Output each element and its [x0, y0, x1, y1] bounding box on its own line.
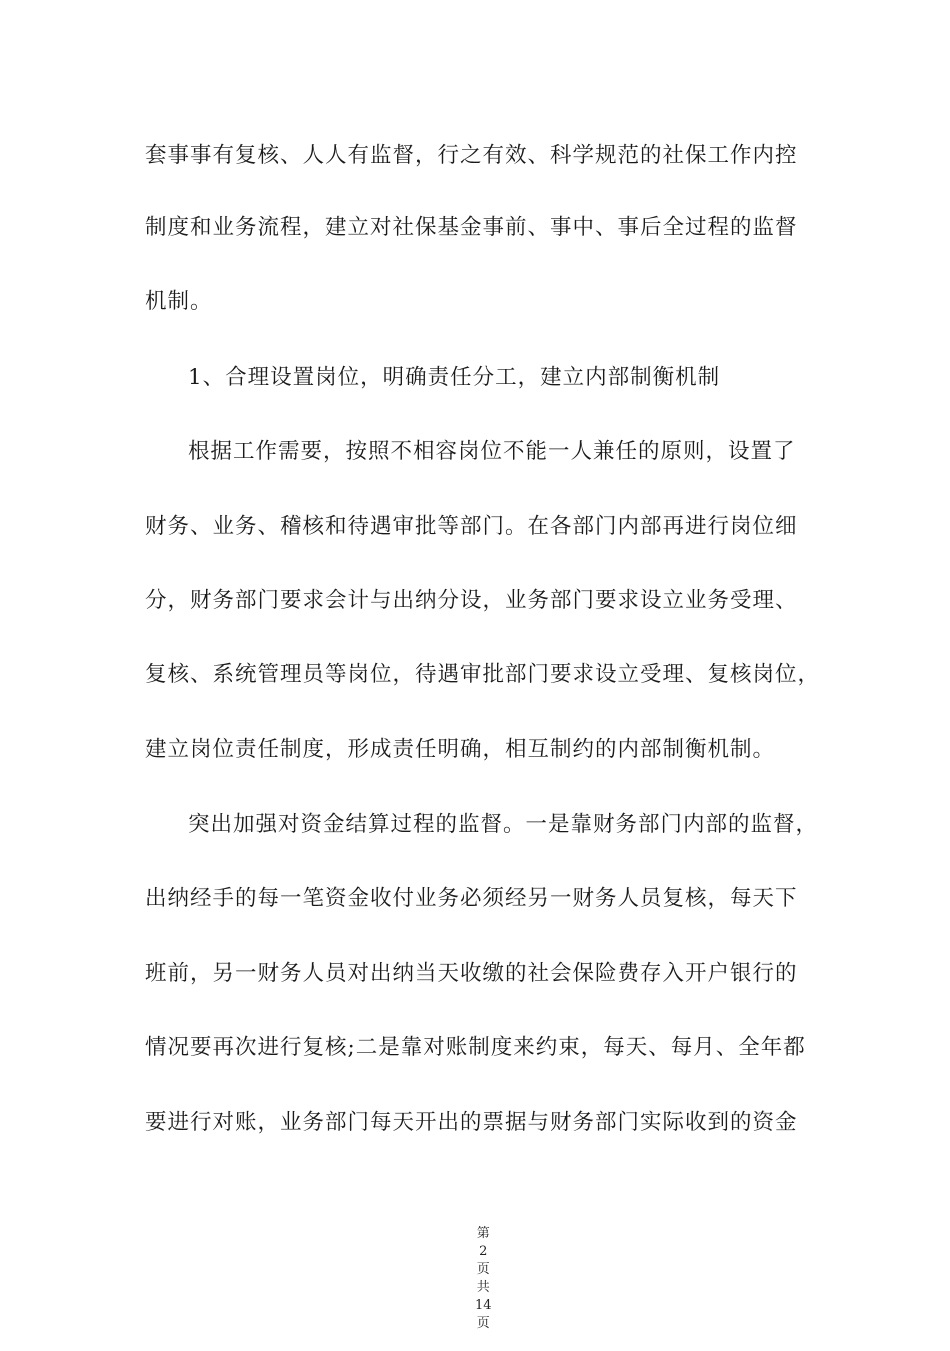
body-line-8: 复核、系统管理员等岗位，待遇审批部门要求设立受理、复核岗位， — [145, 662, 821, 687]
footer-prefix: 第 — [476, 1226, 490, 1241]
footer-current-page: 2 — [479, 1244, 488, 1259]
body-line-3: 机制。 — [145, 289, 213, 314]
body-line-12: 班前，另一财务人员对出纳当天收缴的社会保险费存入开户银行的 — [145, 961, 798, 986]
body-line-1: 套事事有复核、人人有监督，行之有效、科学规范的社保工作内控 — [145, 143, 798, 168]
page-footer — [0, 1207, 950, 1351]
body-line-11: 出纳经手的每一笔资金收付业务必须经另一财务人员复核，每天下 — [145, 886, 798, 911]
body-line-14: 要进行对账，业务部门每天开出的票据与财务部门实际收到的资金 — [145, 1110, 798, 1135]
body-line-2: 制度和业务流程，建立对社保基金事前、事中、事后全过程的监督 — [145, 215, 798, 240]
body-line-7: 分，财务部门要求会计与出纳分设，业务部门要求设立业务受理、 — [145, 588, 798, 613]
body-line-6: 财务、业务、稽核和待遇审批等部门。在各部门内部再进行岗位细 — [145, 514, 798, 539]
body-line-13: 情况要再次进行复核;二是靠对账制度来约束，每天、每月、全年都 — [145, 1035, 806, 1060]
section-heading: 1、合理设置岗位，明确责任分工，建立内部制衡机制 — [188, 365, 721, 390]
body-line-5: 根据工作需要，按照不相容岗位不能一人兼任的原则，设置了 — [188, 439, 796, 464]
footer-page-word: 页 — [476, 1262, 490, 1277]
body-line-9: 建立岗位责任制度，形成责任明确，相互制约的内部制衡机制。 — [145, 737, 776, 762]
footer-suffix: 页 — [476, 1316, 490, 1331]
body-line-10: 突出加强对资金结算过程的监督。一是靠财务部门内部的监督， — [188, 812, 819, 837]
footer-total-pages: 14 — [474, 1298, 492, 1313]
footer-total-word: 共 — [476, 1280, 490, 1295]
